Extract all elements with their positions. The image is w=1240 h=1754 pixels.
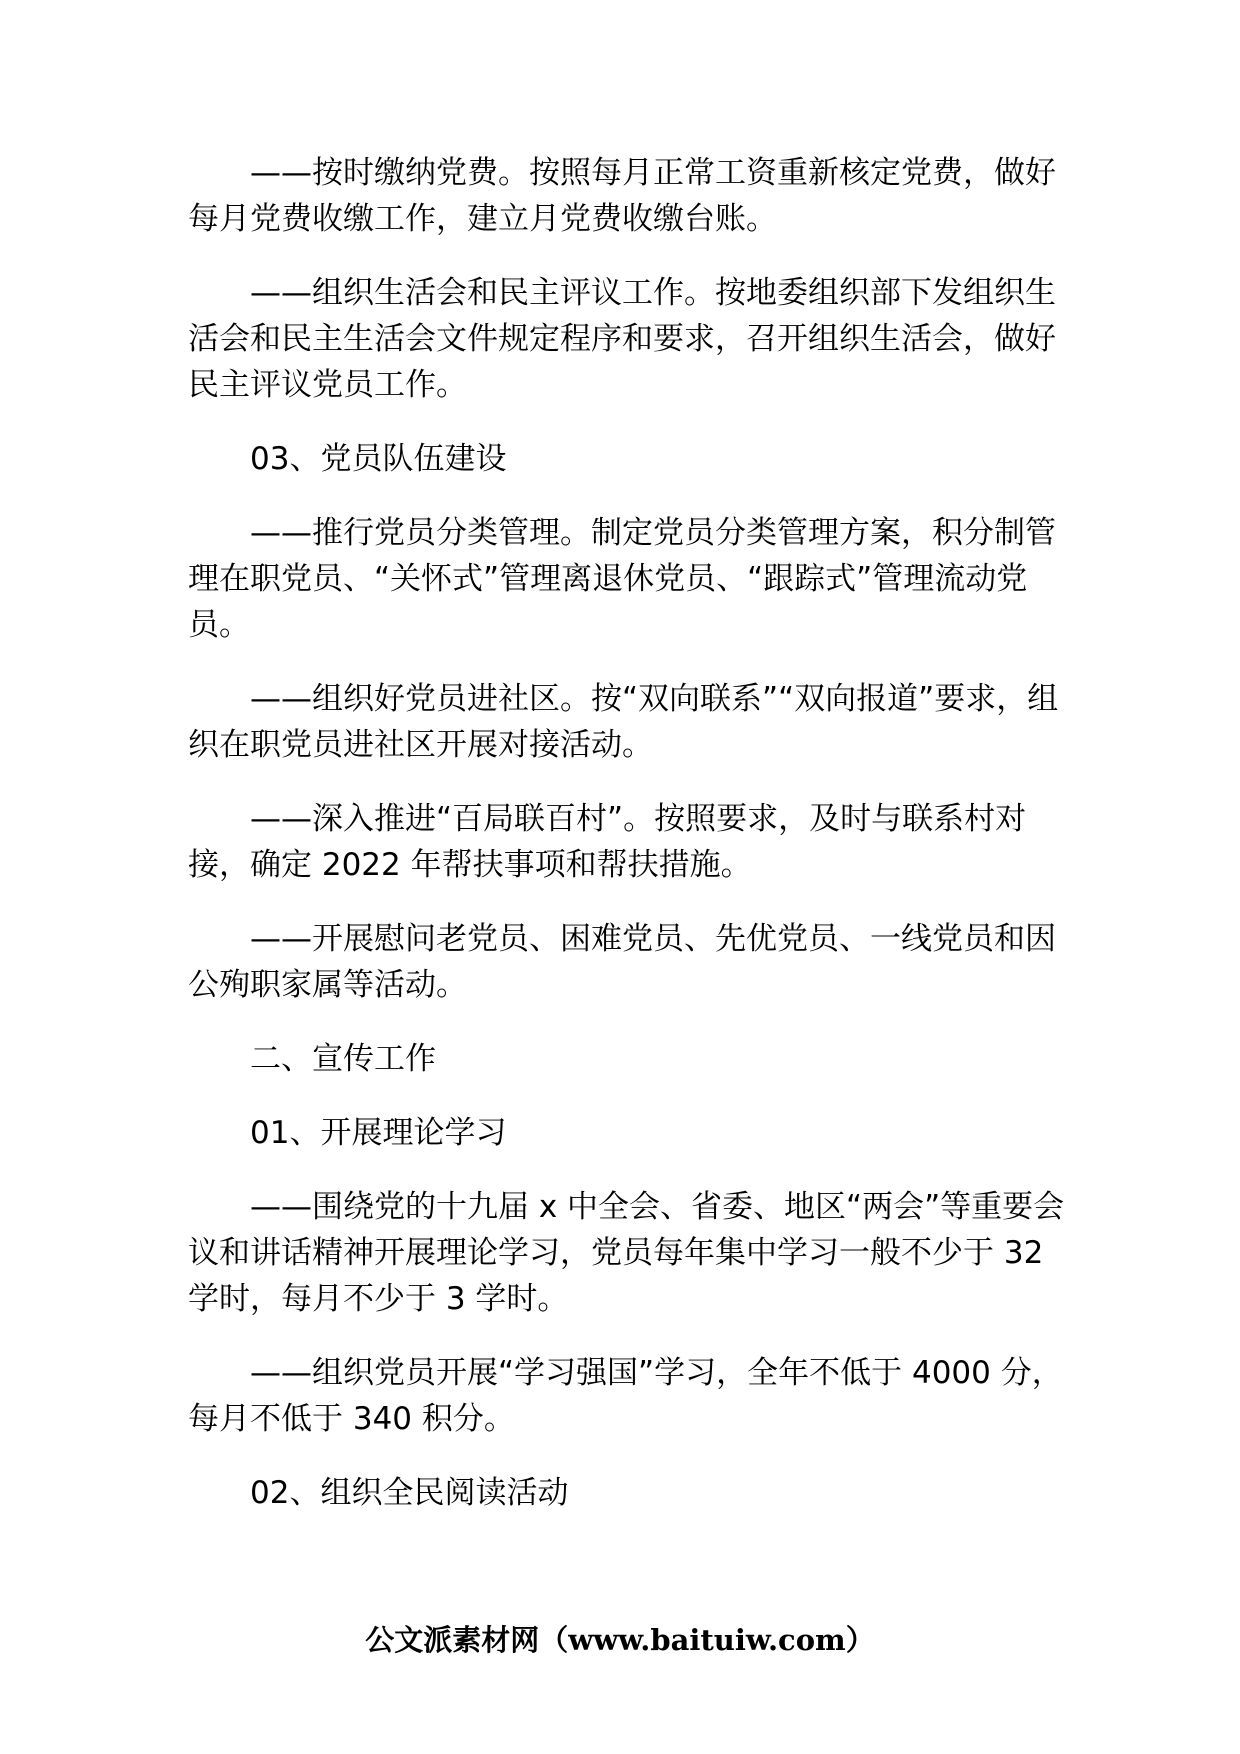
paragraph-village-partnership: ——深入推进“百局联百村”。按照要求，及时与联系村对接，确定 2022 年帮扶事项和帮扶措施。 <box>188 801 1027 883</box>
paragraph-life-meeting: ——组织生活会和民主评议工作。按地委组织部下发组织生活会和民主生活会文件规定程序和要求，召开组织生活会，做好民主评议党员工作。 <box>188 275 1056 403</box>
page-footer: 公文派素材网（www.baituiw.com） <box>365 1623 875 1657</box>
section-heading-theory-study: 01、开展理论学习 <box>250 1115 507 1151</box>
paragraph-theory-study: ——围绕党的十九届 x 中全会、省委、地区“两会”等重要会议和讲话精神开展理论学习，党员每年集中学习一般不少于 32 学时，每月不少于 3 学时。 <box>188 1189 1065 1317</box>
paragraph-classified-management: ——推行党员分类管理。制定党员分类管理方案，积分制管理在职党员、“关怀式”管理离退休党员、“跟踪式”管理流动党员。 <box>188 515 1056 643</box>
document-body <box>188 150 1068 1544</box>
section-heading-reading: 02、组织全民阅读活动 <box>250 1475 569 1511</box>
paragraph-community: ——组织好党员进社区。按“双向联系”“双向报道”要求，组织在职党员进社区开展对接活动。 <box>188 681 1059 763</box>
section-heading-team-building: 03、党员队伍建设 <box>250 441 507 477</box>
paragraph-condolence: ——开展慰问老党员、困难党员、先优党员、一线党员和因公殉职家属等活动。 <box>188 921 1056 1003</box>
paragraph-party-dues: ——按时缴纳党费。按照每月正常工资重新核定党费，做好每月党费收缴工作，建立月党费收缴台账。 <box>188 155 1056 237</box>
section-heading-publicity: 二、宣传工作 <box>250 1041 436 1077</box>
paragraph-study-app: ——组织党员开展“学习强国”学习，全年不低于 4000 分，每月不低于 340 积分。 <box>188 1355 1063 1437</box>
